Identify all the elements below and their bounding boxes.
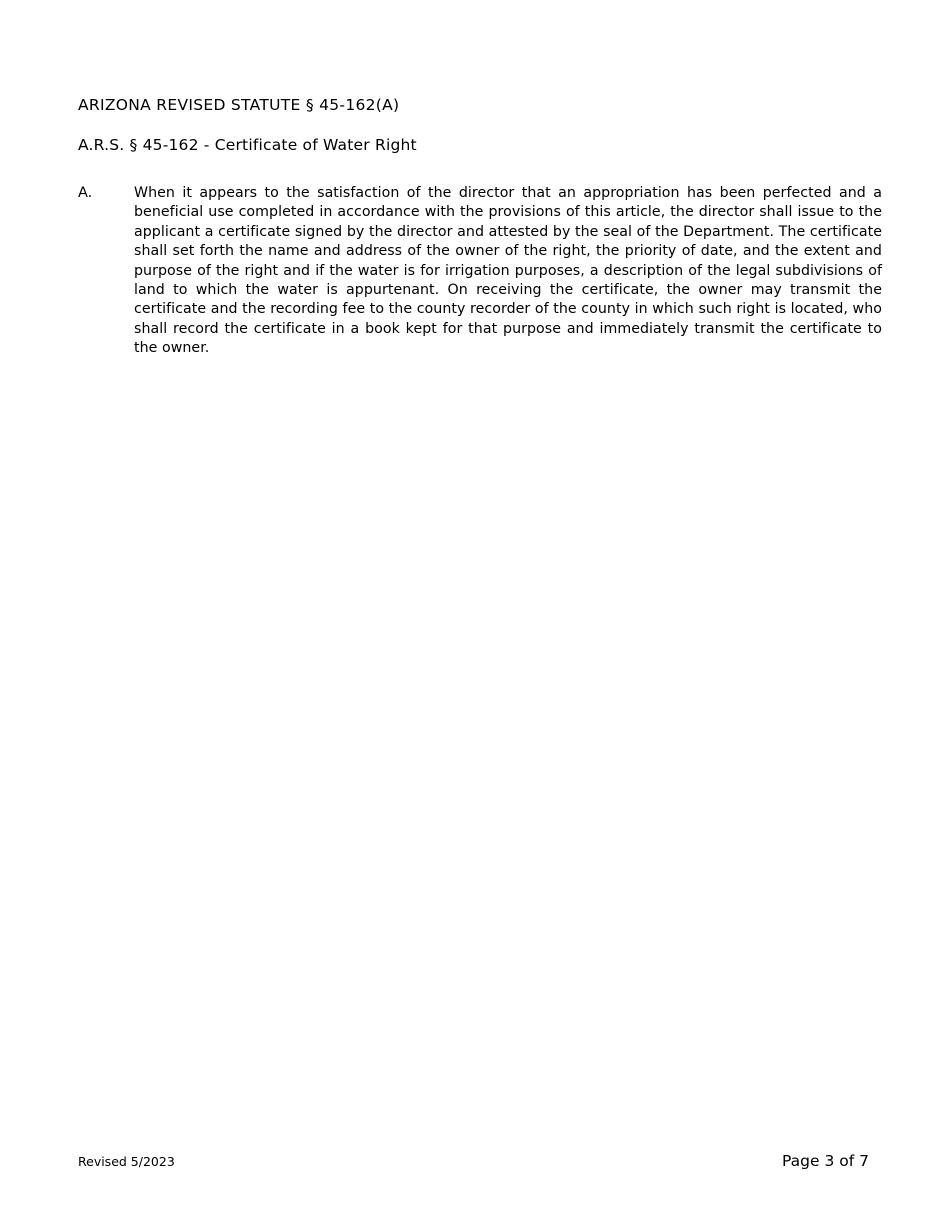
revision-date: Revised 5/2023: [78, 1154, 175, 1169]
section-title: A.R.S. § 45-162 - Certificate of Water Right: [78, 136, 417, 154]
paragraph-text: When it appears to the satisfaction of the director that an appropriation has been perfected and a beneficial use completed in accordance with the provisions of this article, the director shall issue to the applicant a certificate signed by the director and attested by the seal of the Department. The certificate shall set forth the name and address of the owner of the right, the priority of date, and the extent and purpose of the right and if the water is for irrigation purposes, a description of the legal subdivisions of land to which the water is appurtenant. On receiving the certificate, the owner may transmit the certificate and the recording fee to the county recorder of the county in which such right is located, who shall record the certificate in a book kept for that purpose and immediately transmit the certificate to the owner.: [134, 185, 882, 357]
page-number: Page 3 of 7: [782, 1152, 869, 1170]
statute-heading: ARIZONA REVISED STATUTE § 45-162(A): [78, 96, 400, 114]
paragraph-marker: A.: [78, 185, 93, 201]
